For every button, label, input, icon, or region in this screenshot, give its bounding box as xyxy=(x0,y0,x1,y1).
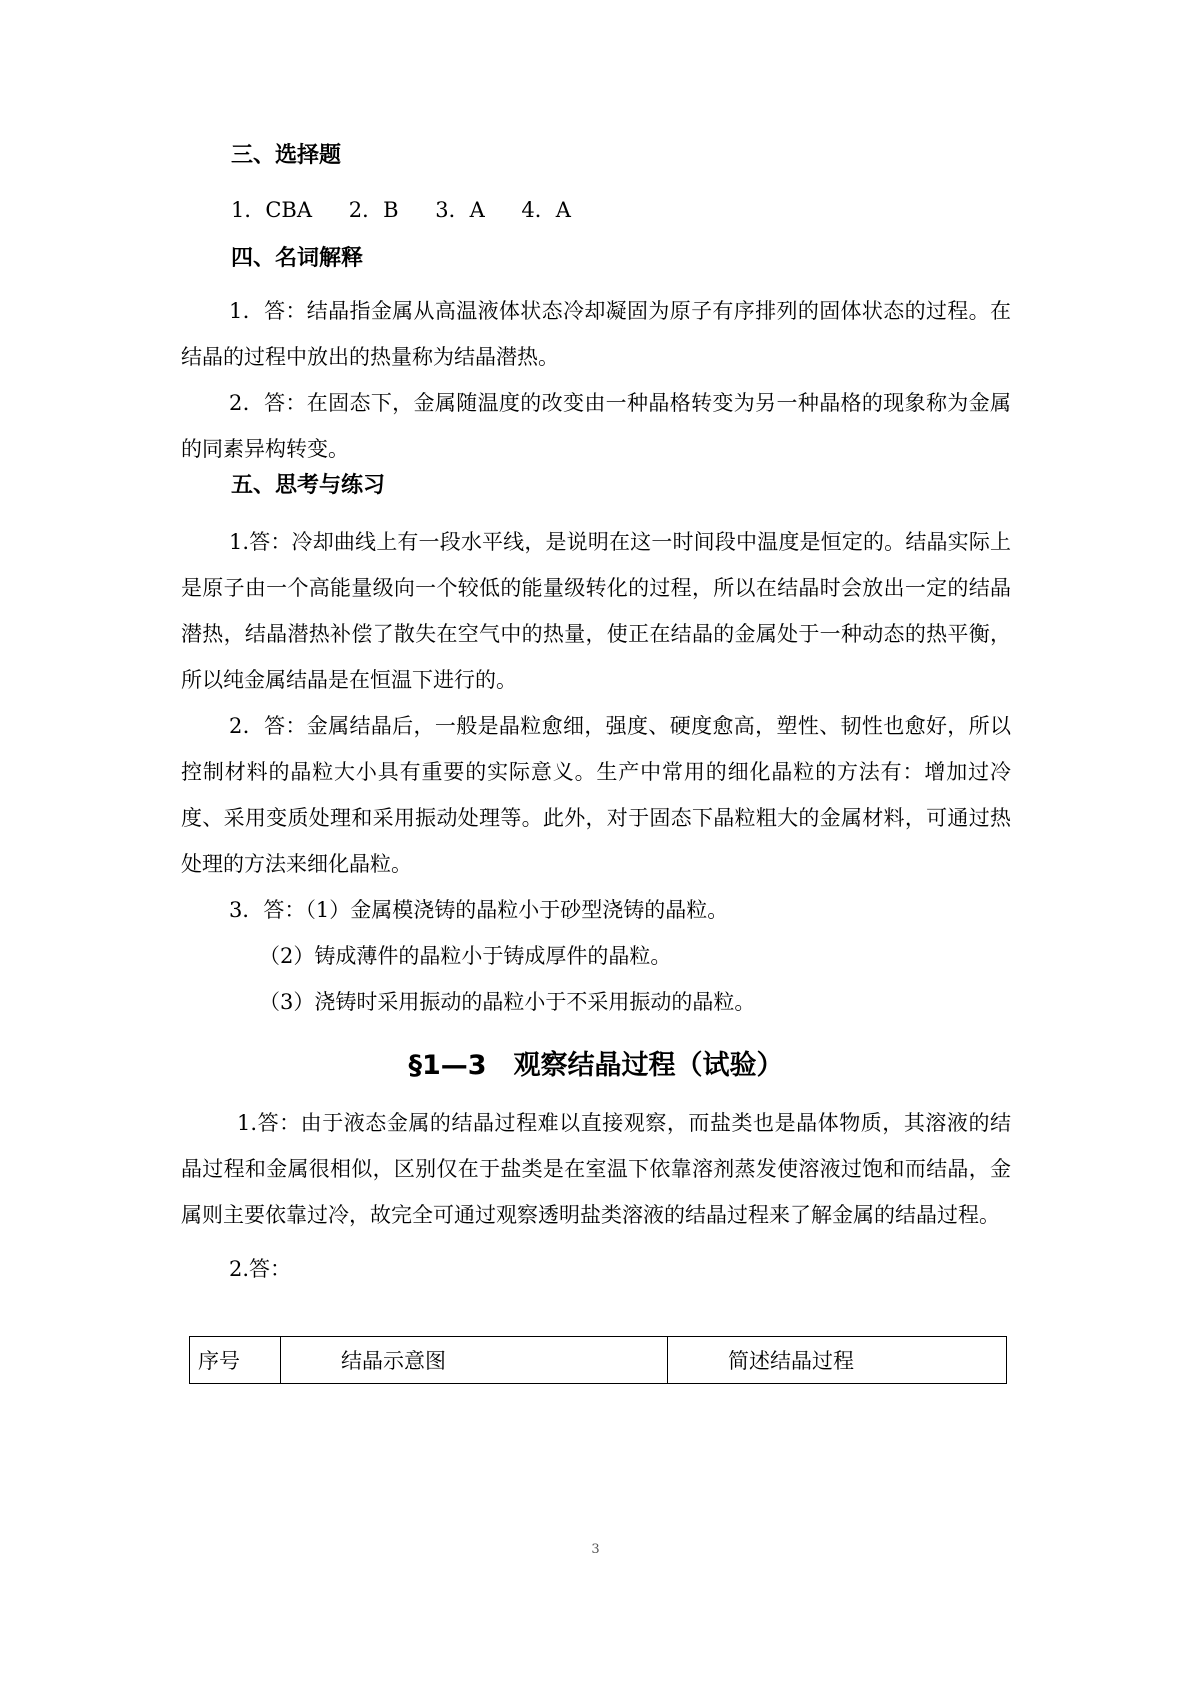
table-header-row xyxy=(190,1337,1007,1384)
practice-answer: 2．答：金属结晶后，一般是晶粒愈细，强度、硬度愈高，塑性、韧性也愈好，所以控制材料的晶粒大小具有重要的实际意义。生产中常用的细化晶粒的方法有：增加过冷度、采用变质处理和采用振动处理等。此外，对于固态下晶粒粗大的金属材料，可通过热处理的方法来细化晶粒。 xyxy=(181,714,1011,876)
practice-answer: 1.答：冷却曲线上有一段水平线，是说明在这一时间段中温度是恒定的。结晶实际上是原子由一个高能量级向一个较低的能量级转化的过程，所以在结晶时会放出一定的结晶潜热，结晶潜热补偿了散失在空气中的热量，使正在结晶的金属处于一种动态的热平衡，所以纯金属结晶是在恒温下进行的。 xyxy=(181,530,1011,692)
experiment-section xyxy=(181,1100,1011,1292)
table-header-cell: 序号 xyxy=(190,1337,281,1384)
mcq-answer: 2．B xyxy=(348,198,399,222)
practice-subanswer: （3）浇铸时采用振动的晶粒小于不采用振动的晶粒。 xyxy=(259,990,756,1014)
crystallization-table xyxy=(189,1336,1007,1384)
term-answer: 2．答：在固态下，金属随温度的改变由一种晶格转变为另一种晶格的现象称为金属的同素异构转变。 xyxy=(181,391,1011,461)
experiment-title: §1—3 观察结晶过程（试验） xyxy=(408,1050,784,1081)
practice-heading: 五、思考与练习 xyxy=(231,473,386,498)
term-answer: 1．答：结晶指金属从高温液体状态冷却凝固为原子有序排列的固体状态的过程。在结晶的过程中放出的热量称为结晶潜热。 xyxy=(181,299,1011,369)
practice-section xyxy=(181,471,1011,1025)
mcq-answer: 1．CBA xyxy=(231,198,313,222)
mcq-answers xyxy=(181,187,1011,233)
page-number: 3 xyxy=(591,1542,600,1557)
experiment-answer-label: 2.答： xyxy=(229,1257,292,1281)
mcq-heading: 三、选择题 xyxy=(231,143,342,168)
table-header-cell: 结晶示意图 xyxy=(281,1337,668,1384)
mcq-section xyxy=(181,141,1011,233)
table-header-cell: 简述结晶过程 xyxy=(668,1337,1007,1384)
practice-answer: 3．答：（1）金属模浇铸的晶粒小于砂型浇铸的晶粒。 xyxy=(229,898,729,922)
mcq-answer: 4．A xyxy=(521,198,571,222)
terms-section xyxy=(181,244,1011,472)
practice-subanswer: （2）铸成薄件的晶粒小于铸成厚件的晶粒。 xyxy=(259,944,672,968)
experiment-answer: 1.答：由于液态金属的结晶过程难以直接观察，而盐类也是晶体物质，其溶液的结晶过程和金属很相似，区别仅在于盐类是在室温下依靠溶剂蒸发使溶液过饱和而结晶，金属则主要依靠过冷，故完全可通过观察透明盐类溶液的结晶过程来了解金属的结晶过程。 xyxy=(181,1111,1011,1227)
mcq-answer: 3．A xyxy=(435,198,485,222)
terms-heading: 四、名词解释 xyxy=(231,246,364,271)
